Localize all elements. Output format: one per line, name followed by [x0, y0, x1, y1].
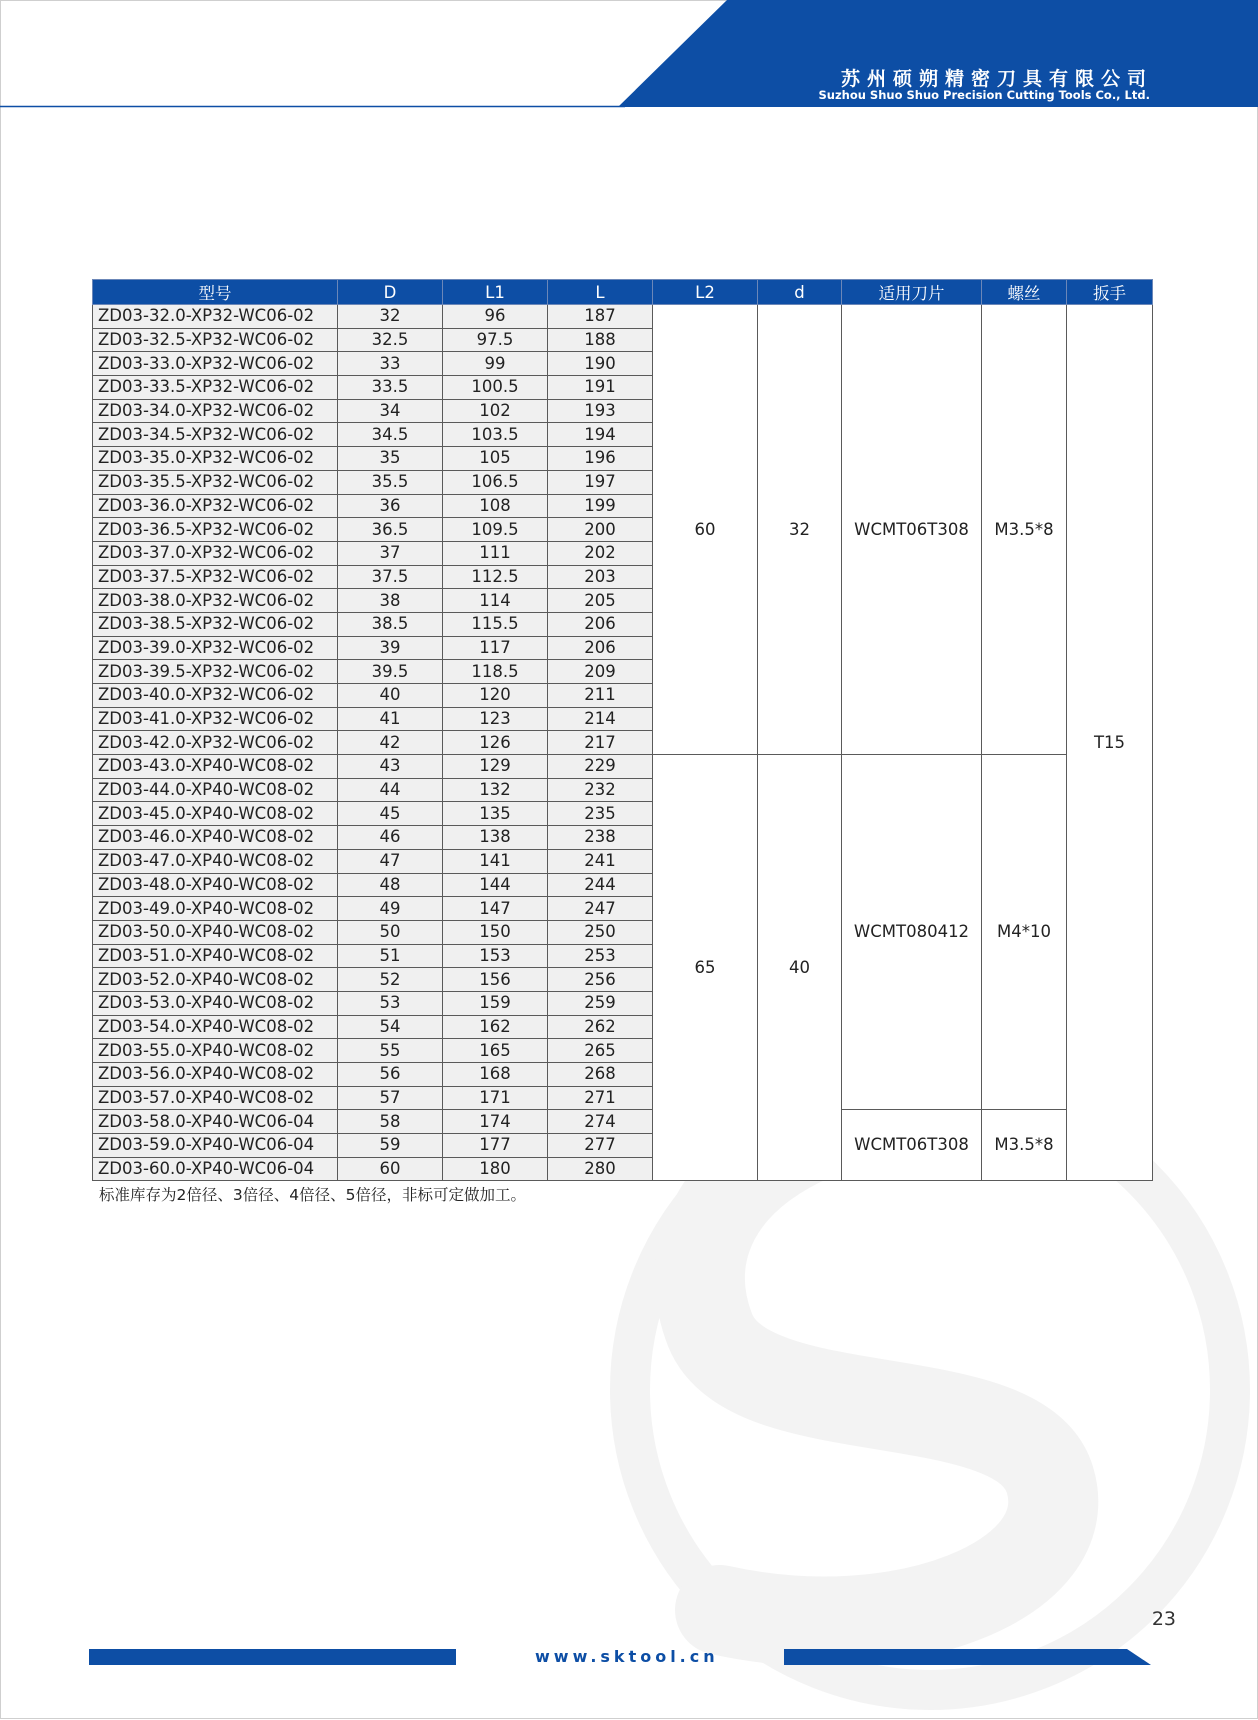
L1-cell: 123 — [443, 707, 548, 731]
L-cell: 250 — [548, 920, 653, 944]
model-cell: ZD03-51.0-XP40-WC08-02 — [93, 944, 338, 968]
D-cell: 37 — [338, 541, 443, 565]
insert-cell: WCMT06T308 — [842, 305, 982, 755]
D-cell: 39.5 — [338, 660, 443, 684]
D-cell: 33 — [338, 352, 443, 376]
L1-cell: 141 — [443, 849, 548, 873]
screw-cell: M3.5*8 — [982, 1110, 1067, 1181]
L-cell: 271 — [548, 1086, 653, 1110]
L1-cell: 153 — [443, 944, 548, 968]
L-cell: 244 — [548, 873, 653, 897]
model-cell: ZD03-50.0-XP40-WC08-02 — [93, 920, 338, 944]
L1-cell: 162 — [443, 1015, 548, 1039]
stock-note: 标准库存为2倍径、3倍径、4倍径、5倍径，非标可定做加工。 — [99, 1186, 526, 1204]
model-cell: ZD03-34.0-XP32-WC06-02 — [93, 399, 338, 423]
L1-cell: 103.5 — [443, 423, 548, 447]
L1-cell: 132 — [443, 778, 548, 802]
L-cell: 217 — [548, 731, 653, 755]
L-cell: 241 — [548, 849, 653, 873]
website-link[interactable]: www.sktool.cn — [535, 1647, 719, 1666]
L-cell: 253 — [548, 944, 653, 968]
D-cell: 44 — [338, 778, 443, 802]
model-cell: ZD03-60.0-XP40-WC06-04 — [93, 1157, 338, 1181]
D-cell: 41 — [338, 707, 443, 731]
L1-cell: 150 — [443, 920, 548, 944]
L1-cell: 99 — [443, 352, 548, 376]
D-cell: 54 — [338, 1015, 443, 1039]
model-cell: ZD03-46.0-XP40-WC08-02 — [93, 826, 338, 850]
L1-cell: 126 — [443, 731, 548, 755]
D-cell: 37.5 — [338, 565, 443, 589]
model-cell: ZD03-35.5-XP32-WC06-02 — [93, 470, 338, 494]
header-insert: 适用刀片 — [842, 280, 982, 305]
insert-cell: WCMT06T308 — [842, 1110, 982, 1181]
D-cell: 51 — [338, 944, 443, 968]
insert-cell: WCMT080412 — [842, 755, 982, 1110]
L1-cell: 120 — [443, 684, 548, 708]
D-cell: 32.5 — [338, 328, 443, 352]
model-cell: ZD03-48.0-XP40-WC08-02 — [93, 873, 338, 897]
model-cell: ZD03-36.5-XP32-WC06-02 — [93, 518, 338, 542]
model-cell: ZD03-59.0-XP40-WC06-04 — [93, 1134, 338, 1158]
model-cell: ZD03-34.5-XP32-WC06-02 — [93, 423, 338, 447]
header-D: D — [338, 280, 443, 305]
D-cell: 58 — [338, 1110, 443, 1134]
model-cell: ZD03-38.0-XP32-WC06-02 — [93, 589, 338, 613]
L-cell: 197 — [548, 470, 653, 494]
L-cell: 235 — [548, 802, 653, 826]
D-cell: 48 — [338, 873, 443, 897]
L-cell: 262 — [548, 1015, 653, 1039]
model-cell: ZD03-39.5-XP32-WC06-02 — [93, 660, 338, 684]
D-cell: 50 — [338, 920, 443, 944]
footer-bar-left — [89, 1649, 456, 1665]
L1-cell: 138 — [443, 826, 548, 850]
model-cell: ZD03-33.0-XP32-WC06-02 — [93, 352, 338, 376]
screw-cell: M4*10 — [982, 755, 1067, 1110]
D-cell: 39 — [338, 636, 443, 660]
model-cell: ZD03-38.5-XP32-WC06-02 — [93, 612, 338, 636]
D-cell: 59 — [338, 1134, 443, 1158]
model-cell: ZD03-41.0-XP32-WC06-02 — [93, 707, 338, 731]
L1-cell: 106.5 — [443, 470, 548, 494]
model-cell: ZD03-52.0-XP40-WC08-02 — [93, 968, 338, 992]
D-cell: 52 — [338, 968, 443, 992]
d-cell: 32 — [758, 305, 842, 755]
header-L2: L2 — [653, 280, 758, 305]
model-cell: ZD03-39.0-XP32-WC06-02 — [93, 636, 338, 660]
D-cell: 34.5 — [338, 423, 443, 447]
L1-cell: 165 — [443, 1039, 548, 1063]
L1-cell: 156 — [443, 968, 548, 992]
d-cell: 40 — [758, 755, 842, 1181]
L1-cell: 147 — [443, 897, 548, 921]
D-cell: 42 — [338, 731, 443, 755]
D-cell: 36 — [338, 494, 443, 518]
wrench-cell: T15 — [1067, 305, 1153, 1181]
model-cell: ZD03-53.0-XP40-WC08-02 — [93, 991, 338, 1015]
L-cell: 211 — [548, 684, 653, 708]
L-cell: 265 — [548, 1039, 653, 1063]
L1-cell: 109.5 — [443, 518, 548, 542]
model-cell: ZD03-32.0-XP32-WC06-02 — [93, 305, 338, 329]
L1-cell: 174 — [443, 1110, 548, 1134]
D-cell: 45 — [338, 802, 443, 826]
spec-table — [92, 279, 1153, 1181]
L-cell: 280 — [548, 1157, 653, 1181]
L-cell: 247 — [548, 897, 653, 921]
L1-cell: 112.5 — [443, 565, 548, 589]
model-cell: ZD03-37.5-XP32-WC06-02 — [93, 565, 338, 589]
model-cell: ZD03-36.0-XP32-WC06-02 — [93, 494, 338, 518]
L-cell: 232 — [548, 778, 653, 802]
L1-cell: 114 — [443, 589, 548, 613]
L2-cell: 65 — [653, 755, 758, 1181]
D-cell: 43 — [338, 755, 443, 779]
model-cell: ZD03-42.0-XP32-WC06-02 — [93, 731, 338, 755]
L1-cell: 168 — [443, 1063, 548, 1087]
D-cell: 33.5 — [338, 376, 443, 400]
L-cell: 214 — [548, 707, 653, 731]
model-cell: ZD03-32.5-XP32-WC06-02 — [93, 328, 338, 352]
header-d: d — [758, 280, 842, 305]
L-cell: 200 — [548, 518, 653, 542]
L-cell: 274 — [548, 1110, 653, 1134]
L1-cell: 115.5 — [443, 612, 548, 636]
L-cell: 191 — [548, 376, 653, 400]
L-cell: 196 — [548, 447, 653, 471]
L-cell: 238 — [548, 826, 653, 850]
L-cell: 209 — [548, 660, 653, 684]
table-row — [93, 305, 1153, 329]
model-cell: ZD03-40.0-XP32-WC06-02 — [93, 684, 338, 708]
L1-cell: 118.5 — [443, 660, 548, 684]
L1-cell: 171 — [443, 1086, 548, 1110]
model-cell: ZD03-43.0-XP40-WC08-02 — [93, 755, 338, 779]
D-cell: 35.5 — [338, 470, 443, 494]
D-cell: 36.5 — [338, 518, 443, 542]
L-cell: 277 — [548, 1134, 653, 1158]
model-cell: ZD03-56.0-XP40-WC08-02 — [93, 1063, 338, 1087]
D-cell: 57 — [338, 1086, 443, 1110]
L1-cell: 100.5 — [443, 376, 548, 400]
D-cell: 49 — [338, 897, 443, 921]
L-cell: 190 — [548, 352, 653, 376]
D-cell: 47 — [338, 849, 443, 873]
L1-cell: 111 — [443, 541, 548, 565]
L1-cell: 135 — [443, 802, 548, 826]
company-name-en: Suzhou Shuo Shuo Precision Cutting Tools Co., Ltd. — [818, 88, 1150, 102]
L-cell: 256 — [548, 968, 653, 992]
L1-cell: 117 — [443, 636, 548, 660]
L-cell: 229 — [548, 755, 653, 779]
L-cell: 203 — [548, 565, 653, 589]
company-name-cn: 苏州硕朔精密刀具有限公司 — [840, 68, 1153, 90]
D-cell: 40 — [338, 684, 443, 708]
L1-cell: 102 — [443, 399, 548, 423]
D-cell: 38 — [338, 589, 443, 613]
model-cell: ZD03-47.0-XP40-WC08-02 — [93, 849, 338, 873]
model-cell: ZD03-44.0-XP40-WC08-02 — [93, 778, 338, 802]
L1-cell: 159 — [443, 991, 548, 1015]
model-cell: ZD03-33.5-XP32-WC06-02 — [93, 376, 338, 400]
L-cell: 259 — [548, 991, 653, 1015]
header-wrench: 扳手 — [1067, 280, 1153, 305]
D-cell: 60 — [338, 1157, 443, 1181]
D-cell: 32 — [338, 305, 443, 329]
D-cell: 56 — [338, 1063, 443, 1087]
model-cell: ZD03-37.0-XP32-WC06-02 — [93, 541, 338, 565]
model-cell: ZD03-58.0-XP40-WC06-04 — [93, 1110, 338, 1134]
D-cell: 34 — [338, 399, 443, 423]
screw-cell: M3.5*8 — [982, 305, 1067, 755]
model-cell: ZD03-57.0-XP40-WC08-02 — [93, 1086, 338, 1110]
model-cell: ZD03-45.0-XP40-WC08-02 — [93, 802, 338, 826]
page-number: 23 — [1151, 1608, 1176, 1630]
L-cell: 193 — [548, 399, 653, 423]
header-model: 型号 — [93, 280, 338, 305]
model-cell: ZD03-35.0-XP32-WC06-02 — [93, 447, 338, 471]
table-header-row — [93, 280, 1153, 305]
L1-cell: 108 — [443, 494, 548, 518]
L-cell: 188 — [548, 328, 653, 352]
L1-cell: 129 — [443, 755, 548, 779]
L1-cell: 177 — [443, 1134, 548, 1158]
L-cell: 268 — [548, 1063, 653, 1087]
L1-cell: 180 — [443, 1157, 548, 1181]
D-cell: 55 — [338, 1039, 443, 1063]
L-cell: 202 — [548, 541, 653, 565]
header-screw: 螺丝 — [982, 280, 1067, 305]
footer-bar-right — [784, 1649, 1151, 1665]
header-L: L — [548, 280, 653, 305]
model-cell: ZD03-55.0-XP40-WC08-02 — [93, 1039, 338, 1063]
L1-cell: 144 — [443, 873, 548, 897]
header-L1: L1 — [443, 280, 548, 305]
D-cell: 53 — [338, 991, 443, 1015]
D-cell: 35 — [338, 447, 443, 471]
L2-cell: 60 — [653, 305, 758, 755]
L-cell: 206 — [548, 612, 653, 636]
L-cell: 194 — [548, 423, 653, 447]
D-cell: 46 — [338, 826, 443, 850]
L1-cell: 96 — [443, 305, 548, 329]
table-body — [93, 305, 1153, 1181]
model-cell: ZD03-49.0-XP40-WC08-02 — [93, 897, 338, 921]
table-row — [93, 755, 1153, 779]
D-cell: 38.5 — [338, 612, 443, 636]
table-row — [93, 1110, 1153, 1134]
L-cell: 205 — [548, 589, 653, 613]
L1-cell: 105 — [443, 447, 548, 471]
L-cell: 199 — [548, 494, 653, 518]
model-cell: ZD03-54.0-XP40-WC08-02 — [93, 1015, 338, 1039]
L-cell: 187 — [548, 305, 653, 329]
L1-cell: 97.5 — [443, 328, 548, 352]
L-cell: 206 — [548, 636, 653, 660]
